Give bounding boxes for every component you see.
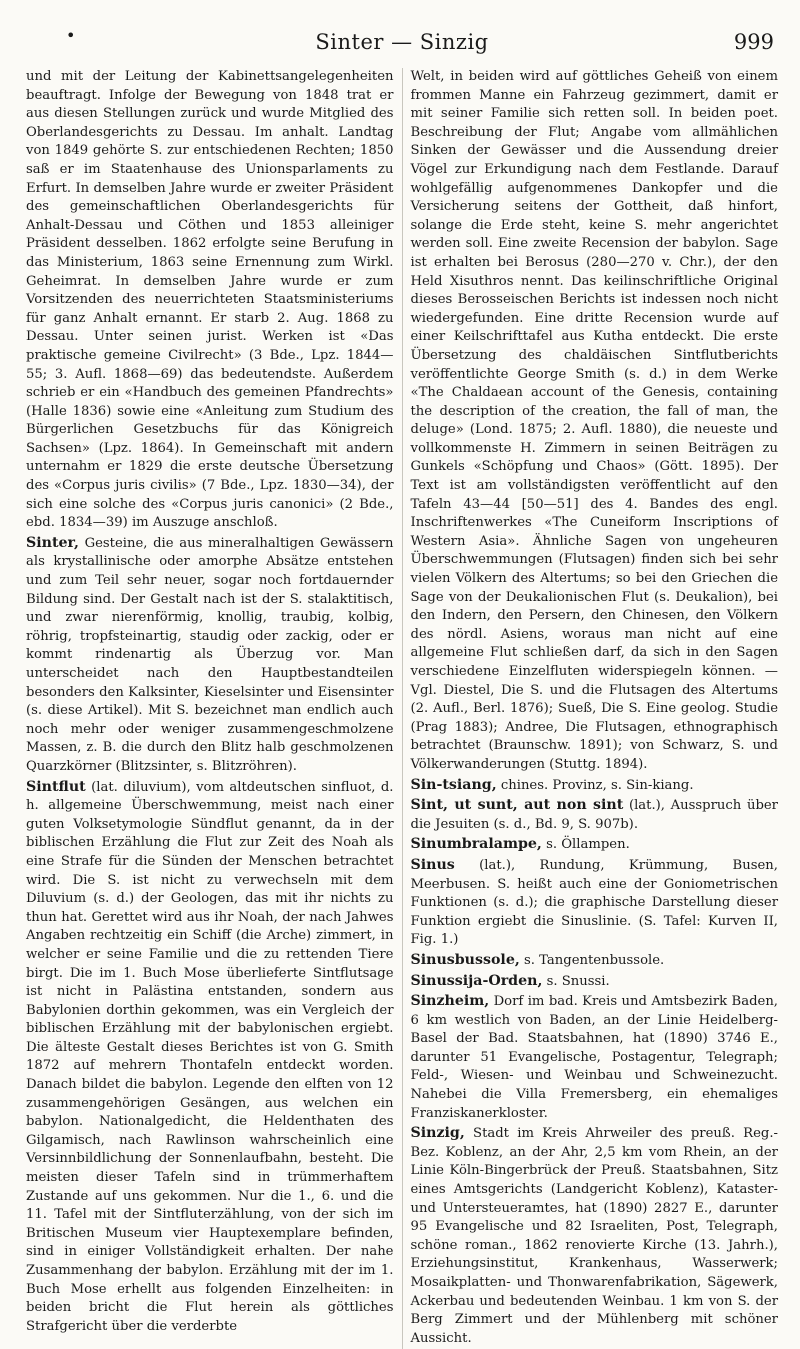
entry-sint-ut-sunt: Sint, ut sunt, aut non sint (lat.), Ausspruch über die Jesuiten (s. d., Bd. 9, S. 907b). <box>410 797 778 832</box>
headword: Sint, ut sunt, aut non sint <box>410 797 624 814</box>
entry-sinus: Sinus (lat.), Rundung, Krümmung, Busen, Meerbusen. S. heißt auch eine der Goniometrischen Funktionen (s. d.); die graphische Darstellung dieser Funktion ergiebt die Sinuslinie. (S. Tafel: Kurven II, Fig. 1.) <box>410 856 778 948</box>
ink-speck: • <box>66 26 76 45</box>
headword: Sinter, <box>26 534 79 551</box>
headword: Sinusbussole, <box>410 951 520 968</box>
headword: Sin-tsiang, <box>410 776 497 793</box>
entry-continuation: Welt, in beiden wird auf göttliches Geheiß von einem frommen Manne ein Fahrzeug gezimmert, damit er mit seiner Familie sich retten soll. In beiden poet. Beschreibung der Flut; Angabe vom allmählichen Sinken der Gewässer und die Aussendung dreier Vögel zur Erkundigung nach dem Festlande. Darauf wohlgefällig aufgenommenes Dankopfer und die Versicherung seitens der Gottheit, daß hinfort, solange die Erde steht, keine S. mehr angerichtet werden soll. Eine zweite Recension der babylon. Sage ist erhalten bei Berosus (280—270 v. Chr.), der den Held Xisuthros nennt. Das keilinschriftliche Original dieses Berosseischen Berichts ist indessen noch nicht wiedergefunden. Eine dritte Recension wurde auf einer Keilschrifttafel aus Kutha entdeckt. Die erste Übersetzung des chaldäischen Sintflutberichts veröffentlichte George Smith (s. d.) in dem Werke «The Chaldaean account of the Genesis, containing the description of the creation, the fall of man, the deluge» (Lond. 1875; 2. Aufl. 1880), die neueste und vollkommenste H. Zimmern in seinen Beiträgen zu Gunkels «Schöpfung und Chaos» (Gött. 1895). Der Text ist am vollständigsten veröffentlicht auf den Tafeln 43—44 [50—51] des 4. Bandes des engl. Inschriftenwerkes «The Cuneiform Inscriptions of Western Asia». Ähnliche Sagen von ungeheuren Überschwemmungen (Flutsagen) finden sich bei sehr vielen Völkern des Altertums; so bei den Griechen die Sage von der Deukalionischen Flut (s. Deukalion), bei den Indern, den Persern, den Chinesen, den Völkern des nördl. Asiens, woraus man nicht auf eine allgemeine Flut schließen darf, da sich in den Sagen verschiedene Einzelfluten widerspiegeln können. — Vgl. Diestel, Die S. und die Flutsagen des Altertums (2. Aufl., Berl. 1876); Sueß, Die S. Eine geolog. Studie (Prag 1883); Andree, Die Flutsagen, ethnographisch betrachtet (Braunschw. 1891); von Schwarz, S. und Völkerwanderungen (Stuttg. 1894). <box>410 69 778 772</box>
entry-sinter: Sinter, Gesteine, die aus mineralhaltigen Gewässern als krystallinische oder amorphe Absätze entstehen und zum Teil sehr neuer, sogar noch fortdauernder Bildung sind. Der Gestalt nach ist der S. stalaktitisch, und zwar nierenförmig, knollig, traubig, kolbig, röhrig, tropfsteinartig, staudig oder zackig, oder er kommt rindenartig als Überzug vor. Man unterscheidet nach den Hauptbestandteilen besonders den Kalksinter, Kieselsinter und Eisensinter (s. diese Artikel). Mit S. bezeichnet man endlich auch noch mehr oder weniger zusammengeschmolzene Massen, z. B. die durch den Blitz halb geschmolzenen Quarzkörner (Blitzsinter, s. Blitzröhren). <box>26 534 394 774</box>
headword: Sinzheim, <box>410 993 490 1010</box>
page-number: 999 <box>733 30 774 54</box>
headword: Sinzig, <box>410 1125 465 1142</box>
right-column <box>402 68 779 1349</box>
entry-sin-tsiang: Sin-tsiang, chines. Provinz, s. Sin-kiang. <box>410 776 694 793</box>
left-column <box>26 68 402 1349</box>
text-columns <box>26 68 778 1349</box>
headword: Sinumbralampe, <box>410 836 542 853</box>
entry-sintflut: Sintflut (lat. diluvium), vom altdeutschen sinfluot, d. h. allgemeine Überschwemmung, meist nach einer guten Volksetymologie Sündflut genannt, da in der biblischen Erzählung die Flut zur Zeit des Noah als eine Strafe für die Sünden der Menschen betrachtet wird. Die S. ist nicht zu verwechseln mit dem Diluvium (s. d.) der Geologen, das mit ihr nichts zu thun hat. Gerettet wird aus ihr Noah, der nach Jahwes Angaben rechtzeitig ein Schiff (die Arche) zimmert, in welcher er seine Familie und die zu rettenden Tiere birgt. Die im 1. Buch Mose überlieferte Sintflutsage ist nicht in Palästina entstanden, sondern aus Babylonien dorthin gekommen, was ein Vergleich der biblischen Erzählung mit der babylonischen ergiebt. Die älteste Gestalt dieses Berichtes ist von G. Smith 1872 auf mehrern Thontafeln entdeckt worden. Danach bildet die babylon. Legende den elften von 12 zusammengehörigen Gesängen, aus welchen ein babylon. Nationalgedicht, die Heldenthaten des Gilgamisch, nach Rawlinson wahrscheinlich eine Versinnbildlichung der Sonnenlaufbahn, besteht. Die meisten dieser Tafeln sind in trümmerhaftem Zustande auf uns gekommen. Nur die 1., 6. und die 11. Tafel mit der Sintfluterzählung, von der sich im Britischen Museum vier Hauptexemplare befinden, sind in einiger Vollständigkeit erhalten. Der nahe Zusammenhang der babylon. Erzählung mit der im 1. Buch Mose erhellt aus folgenden Einzelheiten: in beiden bricht die Flut herein als göttliches Strafgericht über die verderbte <box>26 778 394 1334</box>
headword: Sinus <box>410 856 455 873</box>
entry-sinumbralampe: Sinumbralampe, s. Öllampen. <box>410 836 630 853</box>
entry-sinussija-orden: Sinussija-Orden, s. Snussi. <box>410 972 610 989</box>
entry-sinzheim: Sinzheim, Dorf im bad. Kreis und Amtsbezirk Baden, 6 km westlich von Baden, an der Linie Heidelberg-Basel der Bad. Staatsbahnen, hat (1890) 3746 E., darunter 51 Evangelische, Postagentur, Telegraph; Feld-, Wiesen- und Weinbau und Schweinezucht. Nahebei die Villa Fremersberg, ein ehemaliges Franziskanerkloster. <box>410 993 778 1121</box>
entry-sinzig: Sinzig, Stadt im Kreis Ahrweiler des preuß. Reg.-Bez. Koblenz, an der Ahr, 2,5 km vom Rhein, an der Linie Köln-Bingerbrück der Preuß. Staatsbahnen, Sitz eines Amtsgerichts (Landgericht Koblenz), Kataster- und Untersteueramtes, hat (1890) 2827 E., darunter 95 Evangelische und 82 Israeliten, Post, Telegraph, schöne roman., 1862 renovierte Kirche (13. Jahrh.), Erziehungsinstitut, Krankenhaus, Wasserwerk; Mosaikplatten- und Thonwarenfabrikation, Sägewerk, Ackerbau und bedeutenden Weinbau. 1 km von S. der Berg Zimmert und der Mühlenberg mit schöner Aussicht. <box>410 1125 778 1346</box>
running-title: Sinter — Sinzig <box>315 30 489 54</box>
page-header <box>26 26 778 68</box>
entry-sinusbussole: Sinusbussole, s. Tangentenbussole. <box>410 951 665 968</box>
headword: Sinussija-Orden, <box>410 972 543 989</box>
entry-continuation: und mit der Leitung der Kabinettsangelegenheiten beauftragt. Infolge der Bewegung von 1848 trat er aus diesen Stellungen zurück und wurde Mitglied des Oberlandesgerichts zu Dessau. Im anhalt. Landtag von 1849 gehörte S. zur entschiedenen Rechten; 1850 saß er im Staatenhause des Unionsparlaments zu Erfurt. In demselben Jahre wurde er zweiter Präsident des gemeinschaftlichen Oberlandesgerichts für Anhalt-Dessau und Cöthen und 1853 alleiniger Präsident desselben. 1862 erfolgte seine Berufung in das Ministerium, 1863 seine Ernennung zum Wirkl. Geheimrat. In demselben Jahre wurde er zum Vorsitzenden des neuerrichteten Staatsministeriums für ganz Anhalt ernannt. Er starb 2. Aug. 1868 zu Dessau. Unter seinen jurist. Werken ist «Das praktische gemeine Civilrecht» (3 Bde., Lpz. 1844—55; 3. Aufl. 1868—69) das bedeutendste. Außerdem schrieb er ein «Handbuch des gemeinen Pfandrechts» (Halle 1836) sowie eine «Anleitung zum Studium des Bürgerlichen Gesetzbuchs für das Königreich Sachsen» (Lpz. 1864). In Gemeinschaft mit andern unternahm er 1829 die erste deutsche Übersetzung des «Corpus juris civilis» (7 Bde., Lpz. 1830—34), der sich eine solche des «Corpus juris canonici» (2 Bde., ebd. 1834—39) im Auszuge anschloß. <box>26 69 394 531</box>
headword: Sintflut <box>26 778 86 795</box>
